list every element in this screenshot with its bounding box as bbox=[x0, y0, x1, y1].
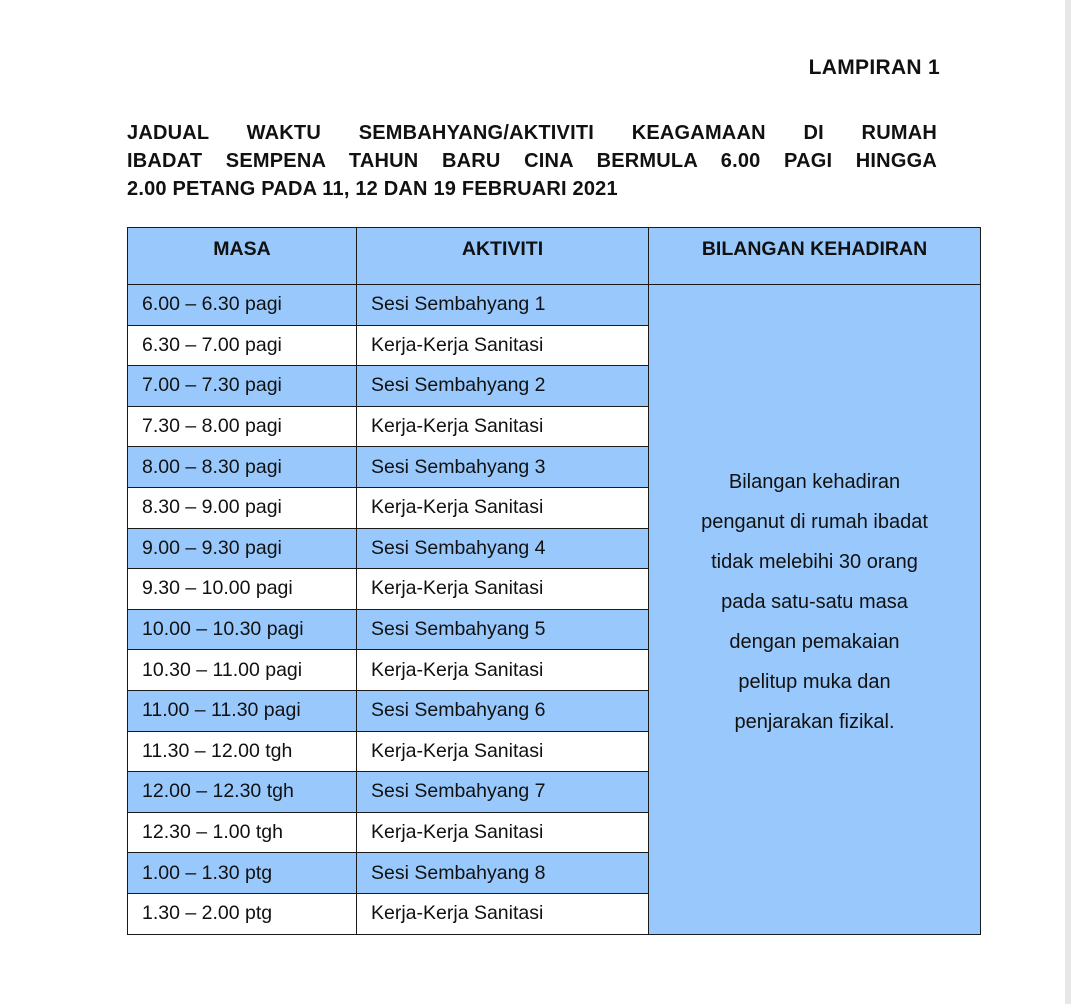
cell-masa: 12.00 – 12.30 tgh bbox=[128, 772, 357, 813]
note-line: Bilangan kehadiran bbox=[728, 471, 901, 494]
cell-aktiviti: Sesi Sembahyang 1 bbox=[357, 285, 649, 326]
table-row bbox=[128, 285, 981, 326]
cell-aktiviti: Sesi Sembahyang 4 bbox=[357, 528, 649, 569]
cell-masa: 8.30 – 9.00 pagi bbox=[128, 487, 357, 528]
cell-aktiviti: Sesi Sembahyang 5 bbox=[357, 609, 649, 650]
cell-aktiviti: Sesi Sembahyang 2 bbox=[357, 366, 649, 407]
cell-aktiviti: Kerja-Kerja Sanitasi bbox=[357, 569, 649, 610]
cell-masa: 6.00 – 6.30 pagi bbox=[128, 285, 357, 326]
cell-masa: 9.30 – 10.00 pagi bbox=[128, 569, 357, 610]
cell-aktiviti: Kerja-Kerja Sanitasi bbox=[357, 731, 649, 772]
cell-aktiviti: Sesi Sembahyang 3 bbox=[357, 447, 649, 488]
title-line-1: JADUAL WAKTU SEMBAHYANG/AKTIVITI KEAGAMAAN DI RUMAH bbox=[127, 122, 937, 144]
note-line: pada satu-satu masa bbox=[721, 591, 908, 614]
cell-masa: 12.30 – 1.00 tgh bbox=[128, 812, 357, 853]
page-edge bbox=[1065, 0, 1071, 1004]
note-line: penganut di rumah ibadat bbox=[701, 511, 928, 534]
cell-masa: 7.00 – 7.30 pagi bbox=[128, 366, 357, 407]
note-line: penjarakan fizikal. bbox=[734, 711, 895, 734]
cell-aktiviti: Kerja-Kerja Sanitasi bbox=[357, 325, 649, 366]
cell-aktiviti: Kerja-Kerja Sanitasi bbox=[357, 893, 649, 934]
cell-aktiviti: Sesi Sembahyang 8 bbox=[357, 853, 649, 894]
header-aktiviti: AKTIVITI bbox=[357, 228, 649, 285]
note-line: pelitup muka dan bbox=[738, 671, 891, 694]
cell-aktiviti: Sesi Sembahyang 7 bbox=[357, 772, 649, 813]
appendix-label: LAMPIRAN 1 bbox=[808, 56, 940, 79]
cell-masa: 7.30 – 8.00 pagi bbox=[128, 406, 357, 447]
note-line: dengan pemakaian bbox=[729, 631, 900, 654]
note-line: tidak melebihi 30 orang bbox=[711, 551, 918, 574]
schedule-table bbox=[127, 227, 981, 935]
cell-aktiviti: Sesi Sembahyang 6 bbox=[357, 690, 649, 731]
cell-aktiviti: Kerja-Kerja Sanitasi bbox=[357, 487, 649, 528]
cell-masa: 6.30 – 7.00 pagi bbox=[128, 325, 357, 366]
cell-masa: 1.00 – 1.30 ptg bbox=[128, 853, 357, 894]
cell-masa: 1.30 – 2.00 ptg bbox=[128, 893, 357, 934]
cell-masa: 10.30 – 11.00 pagi bbox=[128, 650, 357, 691]
cell-masa: 10.00 – 10.30 pagi bbox=[128, 609, 357, 650]
header-bilangan-kehadiran: BILANGAN KEHADIRAN bbox=[649, 228, 981, 285]
cell-masa: 9.00 – 9.30 pagi bbox=[128, 528, 357, 569]
attendance-note bbox=[649, 285, 981, 935]
cell-aktiviti: Kerja-Kerja Sanitasi bbox=[357, 406, 649, 447]
cell-aktiviti: Kerja-Kerja Sanitasi bbox=[357, 812, 649, 853]
document-title bbox=[127, 119, 937, 203]
cell-aktiviti: Kerja-Kerja Sanitasi bbox=[357, 650, 649, 691]
cell-masa: 11.00 – 11.30 pagi bbox=[128, 690, 357, 731]
header-masa: MASA bbox=[128, 228, 357, 285]
title-line-3: 2.00 PETANG PADA 11, 12 DAN 19 FEBRUARI 2021 bbox=[127, 178, 618, 200]
cell-masa: 8.00 – 8.30 pagi bbox=[128, 447, 357, 488]
title-line-2: IBADAT SEMPENA TAHUN BARU CINA BERMULA 6.00 PAGI HINGGA bbox=[127, 150, 937, 172]
table-header-row bbox=[128, 228, 981, 285]
cell-masa: 11.30 – 12.00 tgh bbox=[128, 731, 357, 772]
